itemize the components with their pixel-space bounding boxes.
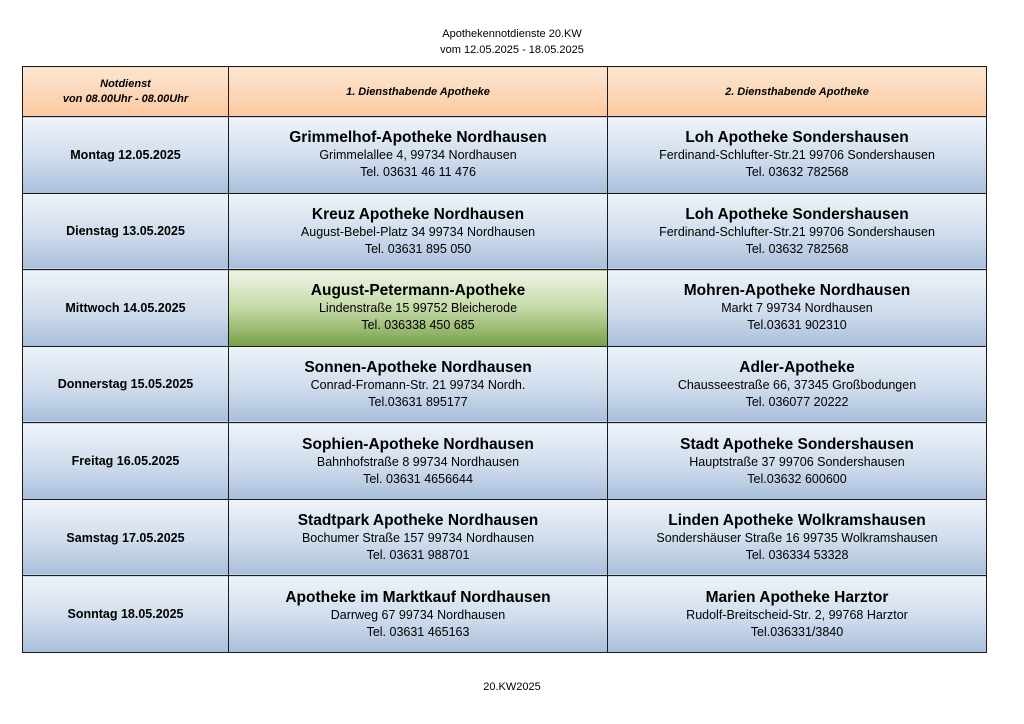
- pharmacy-name: Stadtpark Apotheke Nordhausen: [297, 512, 539, 530]
- pharmacy-name: Sophien-Apotheke Nordhausen: [302, 435, 534, 453]
- day-cell: Montag 12.05.2025: [23, 117, 229, 194]
- table-row: [23, 499, 987, 576]
- pharmacy-name: Grimmelhof-Apotheke Nordhausen: [289, 129, 547, 147]
- pharmacy-name: Sonnen-Apotheke Nordhausen: [304, 358, 532, 376]
- first-pharmacy-cell: [229, 117, 608, 194]
- pharmacy-phone: Tel. 03631 4656644: [363, 471, 473, 486]
- second-pharmacy-cell: [608, 499, 987, 576]
- pharmacy-address: August-Bebel-Platz 34 99734 Nordhausen: [300, 224, 536, 239]
- table-row: [23, 193, 987, 270]
- second-pharmacy-cell: [608, 423, 987, 500]
- pharmacy-name: Loh Apotheke Sondershausen: [685, 205, 909, 223]
- pharmacy-phone: Tel. 03631 895 050: [364, 241, 472, 256]
- pharmacy-phone: Tel.03632 600600: [747, 471, 847, 486]
- pharmacy-address: Conrad-Fromann-Str. 21 99734 Nordh.: [310, 377, 526, 392]
- title-line-date-range: vom 12.05.2025 - 18.05.2025: [440, 44, 584, 56]
- pharmacy-address: Ferdinand-Schlufter-Str.21 99706 Sondershausen: [659, 224, 935, 239]
- header-service-time: [23, 67, 229, 117]
- day-cell: Freitag 16.05.2025: [23, 423, 229, 500]
- pharmacy-phone: Tel.03631 902310: [747, 318, 847, 333]
- pharmacy-name: Kreuz Apotheke Nordhausen: [311, 205, 525, 223]
- pharmacy-phone: Tel. 036338 450 685: [361, 318, 475, 333]
- first-pharmacy-cell: [229, 193, 608, 270]
- day-cell: Dienstag 13.05.2025: [23, 193, 229, 270]
- table-header-row: [23, 67, 987, 117]
- pharmacy-name: Apotheke im Marktkauf Nordhausen: [285, 588, 551, 606]
- first-pharmacy-cell-highlighted: [229, 270, 608, 347]
- first-pharmacy-cell: [229, 423, 608, 500]
- pharmacy-phone: Tel. 036334 53328: [745, 548, 849, 563]
- pharmacy-phone: Tel. 036077 20222: [745, 394, 849, 409]
- pharmacy-name: Adler-Apotheke: [739, 358, 855, 376]
- pharmacy-schedule-table: [22, 66, 987, 653]
- pharmacy-address: Bahnhofstraße 8 99734 Nordhausen: [316, 454, 520, 469]
- pharmacy-address: Chausseestraße 66, 37345 Großbodungen: [677, 377, 917, 392]
- pharmacy-address: Rudolf-Breitscheid-Str. 2, 99768 Harztor: [686, 607, 908, 622]
- second-pharmacy-cell: [608, 193, 987, 270]
- day-cell: Donnerstag 15.05.2025: [23, 346, 229, 423]
- pharmacy-phone: Tel. 03631 465163: [366, 624, 470, 639]
- pharmacy-address: Darrweg 67 99734 Nordhausen: [330, 607, 506, 622]
- pharmacy-phone: Tel. 03632 782568: [745, 165, 849, 180]
- pharmacy-address: Markt 7 99734 Nordhausen: [721, 301, 873, 316]
- document-title: [0, 26, 1024, 58]
- pharmacy-name: Marien Apotheke Harztor: [705, 588, 889, 606]
- table-row: [23, 117, 987, 194]
- pharmacy-phone: Tel.036331/3840: [750, 624, 844, 639]
- header-service-label: Notdienst: [100, 77, 151, 90]
- second-pharmacy-cell: [608, 270, 987, 347]
- first-pharmacy-cell: [229, 346, 608, 423]
- pharmacy-phone: Tel. 03632 782568: [745, 241, 849, 256]
- second-pharmacy-cell: [608, 117, 987, 194]
- header-second-pharmacy: 2. Diensthabende Apotheke: [608, 67, 987, 117]
- pharmacy-phone: Tel.03631 895177: [368, 394, 468, 409]
- pharmacy-phone: Tel. 03631 46 11 476: [360, 165, 476, 180]
- day-cell: Samstag 17.05.2025: [23, 499, 229, 576]
- table-row: [23, 423, 987, 500]
- table-row: [23, 576, 987, 653]
- table-row: [23, 270, 987, 347]
- pharmacy-address: Bochumer Straße 157 99734 Nordhausen: [301, 531, 535, 546]
- pharmacy-address: Lindenstraße 15 99752 Bleicherode: [318, 301, 518, 316]
- day-cell: Mittwoch 14.05.2025: [23, 270, 229, 347]
- pharmacy-address: Sondershäuser Straße 16 99735 Wolkramshausen: [656, 531, 938, 546]
- first-pharmacy-cell: [229, 576, 608, 653]
- pharmacy-address: Ferdinand-Schlufter-Str.21 99706 Sondershausen: [659, 148, 935, 163]
- pharmacy-address: Hauptstraße 37 99706 Sondershausen: [689, 454, 905, 469]
- pharmacy-name: August-Petermann-Apotheke: [310, 282, 526, 300]
- header-service-hours: von 08.00Uhr - 08.00Uhr: [62, 92, 189, 105]
- page-footer: 20.KW2025: [483, 681, 541, 693]
- second-pharmacy-cell: [608, 576, 987, 653]
- first-pharmacy-cell: [229, 499, 608, 576]
- day-cell: Sonntag 18.05.2025: [23, 576, 229, 653]
- title-line-week: Apothekennotdienste 20.KW: [442, 28, 582, 40]
- table-row: [23, 346, 987, 423]
- pharmacy-phone: Tel. 03631 988701: [366, 548, 470, 563]
- pharmacy-name: Stadt Apotheke Sondershausen: [680, 435, 914, 453]
- pharmacy-name: Linden Apotheke Wolkramshausen: [668, 512, 926, 530]
- header-first-pharmacy: 1. Diensthabende Apotheke: [229, 67, 608, 117]
- pharmacy-name: Mohren-Apotheke Nordhausen: [683, 282, 911, 300]
- pharmacy-name: Loh Apotheke Sondershausen: [685, 129, 909, 147]
- pharmacy-address: Grimmelallee 4, 99734 Nordhausen: [319, 148, 517, 163]
- second-pharmacy-cell: [608, 346, 987, 423]
